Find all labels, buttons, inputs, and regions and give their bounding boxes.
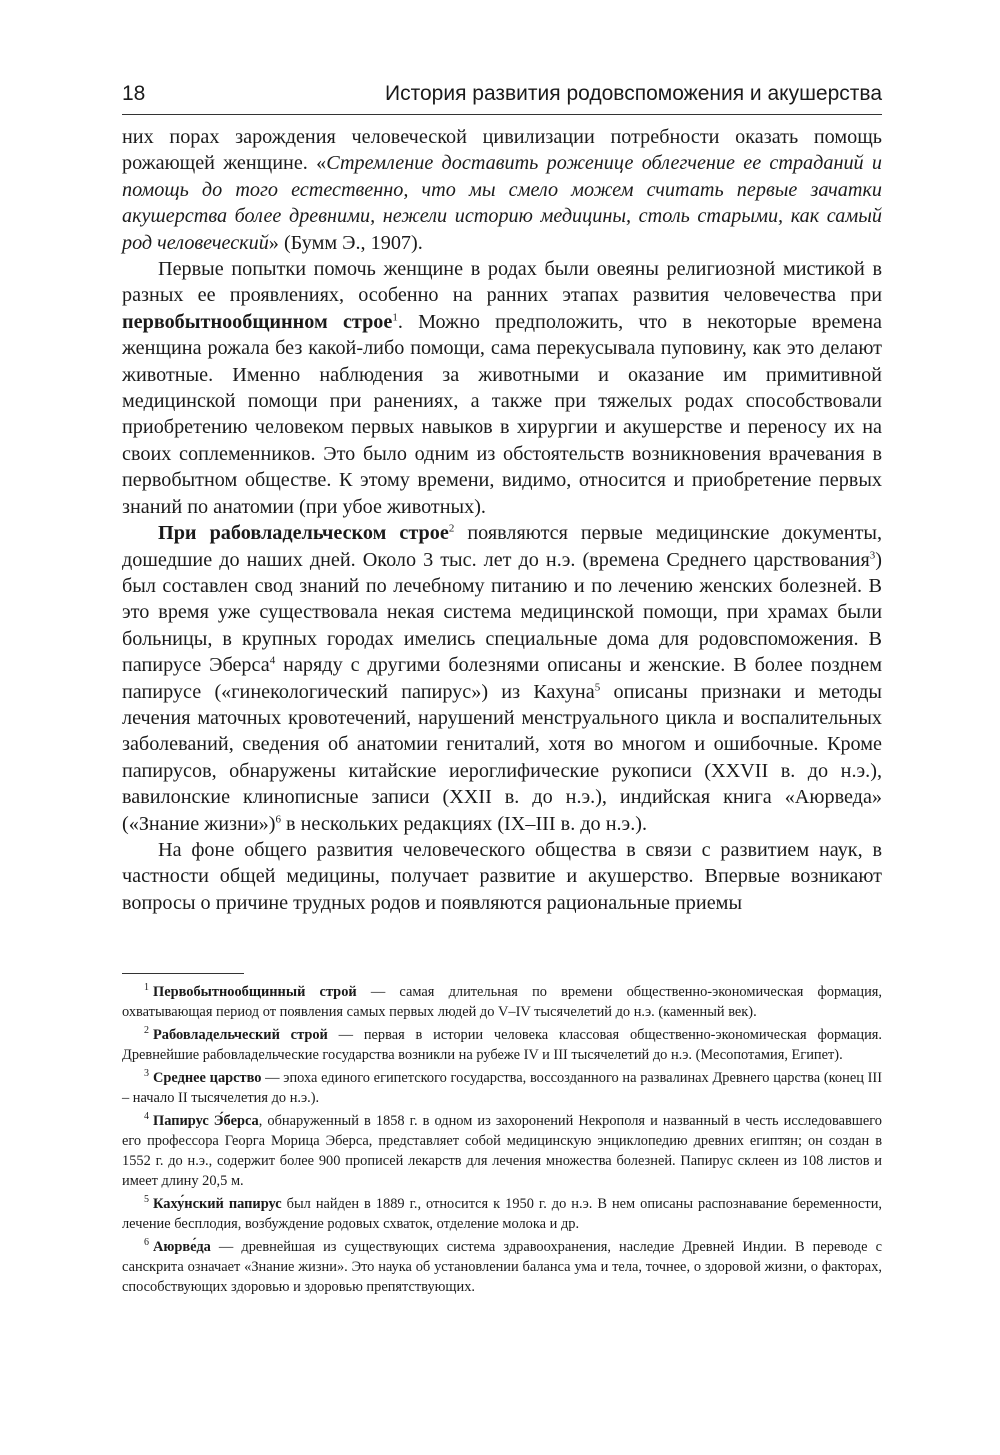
paragraph-3-b: ) был составлен свод знаний по лечебному питанию и по лечению женских болезней. В это время уже существовала некая система медицинской помощи, при храмах были больницы, в крупных городах имелись специальные дома для родовспоможения. В папирусе Эберса (122, 548, 882, 677)
paragraph-3-e: в нескольких редакциях (IX–III в. до н.э.). (280, 812, 648, 835)
footnote-term: Аюрве́да (153, 1239, 211, 1255)
footnote-ref-5[interactable]: 5 (594, 680, 601, 693)
footnote-text: — самая длительная по времени общественно-экономическая формация, охватывающая период от появления самых первых людей до V–IV тысячелетий до н.э. (каменный век). (122, 984, 882, 1020)
footnote-ref-6[interactable]: 6 (275, 812, 281, 825)
bumm-quote: Стремление доставить роженице облегчение ее страданий и помощь до того естественно, что мы смело можем считать первые зачатки акушерства более древними, нежели историю медицины, столь старыми, как самый род человеческий (122, 152, 882, 254)
footnote-mark: 1 (144, 982, 149, 994)
footnote-2 (122, 1025, 882, 1065)
footnote-text: — эпоха единого египетского государства, воссозданного на развалинах Древнего царства (конец III – начало II тысячелетия до н.э.). (122, 1070, 882, 1106)
footnote-term: Первобытнообщинный строй (153, 984, 357, 1000)
running-title: История развития родовспоможения и акушерства (385, 82, 882, 105)
page-header (122, 80, 882, 115)
footnotes (122, 982, 882, 1300)
paragraph-1-text: них порах зарождения человеческой цивилизации потребности оказать помощь рожающей женщине. « (122, 126, 882, 175)
footnote-6 (122, 1237, 882, 1297)
paragraph-1-end: » (Бумм Э., 1907). (268, 231, 423, 254)
footnote-4 (122, 1111, 882, 1191)
footnote-term: Среднее царство (153, 1070, 262, 1086)
footnote-text: — древнейшая из существующих система здравоохранения, наследие Древней Индии. В переводе с санскрита означает «Знание жизни». Это наука об установлении баланса ума и тела, точнее, о здоровой жизни, о факторах, способствующих здоровью и здоровью препятствующих. (122, 1239, 882, 1295)
footnote-term: Папирус Э́берса (153, 1113, 259, 1129)
footnote-text: — первая в истории человека классовая общественно-экономическая формация. Древнейшие рабовладельческие государства возникли на рубеже IV и III тысячелетий до н.э. (Месопотамия, Египет). (122, 1027, 882, 1063)
footnote-ref-4[interactable]: 4 (269, 654, 276, 667)
footnote-text: , обнаруженный в 1858 г. в одном из захоронений Некрополя и названный в честь исследовавшего его профессора Георга Морица Эберса, представляет собой медицинскую энциклопедию древних египтян; он создан в 1552 г. до н.э., содержит более 900 прописей лекарств для лечения множества болезней. Папирус склеен из 108 листов и имеет длину 20,5 м. (122, 1113, 882, 1189)
paragraph-4: На фоне общего развития человеческого общества в связи с развитием наук, в частности общей медицины, получает развитие и акушерство. Впервые возникают вопросы о причине трудных родов и появляются рациональные приемы (122, 838, 882, 914)
term-slave-system: При рабовладельческом строе (158, 522, 449, 545)
footnote-1 (122, 982, 882, 1022)
footnote-3 (122, 1068, 882, 1108)
footnote-ref-3[interactable]: 3 (869, 548, 876, 561)
footnote-mark: 6 (144, 1237, 149, 1249)
paragraph-3 (122, 520, 882, 837)
footnote-divider (122, 973, 244, 974)
footnote-mark: 3 (144, 1068, 149, 1080)
term-primitive-system: первобытнообщинном строе (122, 310, 393, 333)
main-text (122, 124, 882, 916)
footnote-mark: 4 (144, 1111, 149, 1123)
paragraph-2-start: Первые попытки помочь женщине в родах были овеяны религиозной мистикой в разных ее проявлениях, особенно на ранних этапах развития человечества при (122, 258, 882, 307)
footnote-mark: 5 (144, 1194, 149, 1206)
footnote-ref-2[interactable]: 2 (448, 522, 455, 535)
paragraph-3-a: появляются первые медицинские документы, дошедшие до наших дней. Около 3 тыс. лет до н.э. (времена Среднего царствования (122, 522, 883, 571)
paragraph-3-c: наряду с другими болезнями описаны и женские. В более позднем папирусе («гинекологический папирус») из Кахуна (122, 654, 882, 703)
footnote-5 (122, 1194, 882, 1234)
footnote-mark: 2 (144, 1025, 149, 1037)
paragraph-2 (122, 256, 882, 520)
footnote-term: Каху́нский папирус (153, 1196, 282, 1212)
page-number: 18 (122, 82, 146, 105)
paragraph-2-rest: . Можно предположить, что в некоторые времена женщина рожала без какой-либо помощи, сама перекусывала пуповину, как это делают животные. Именно наблюдения за животными и оказание им примитивной медицинской помощи при ранениях, а также при тяжелых родах способствовали приобретению человеком первых навыков в хирургии и акушерстве и переносу их на своих соплеменников. Это было одним из обстоятельств возникновения врачевания в первобытном обществе. К этому времени, видимо, относится и приобретение первых знаний по анатомии (при убое животных). (122, 310, 882, 518)
footnote-ref-1[interactable]: 1 (392, 311, 398, 324)
paragraph-3-d: описаны признаки и методы лечения маточных кровотечений, нарушений менструального цикла и воспалительных заболеваний, сведения об анатомии гениталий, хотя во многом и ошибочные. Кроме папирусов, обнаружены китайские иероглифические рукописи (XXVII в. до н.э.), вавилонские клинописные записи (XXII в. до н.э.), индийская книга «Аюрведа» («Знание жизни») (122, 680, 882, 835)
paragraph-1 (122, 124, 882, 256)
footnote-text: был найден в 1889 г., относится к 1950 г. до н.э. В нем описаны распознавание беременности, лечение бесплодия, возбуждение родовых схваток, отделение молока и др. (122, 1196, 882, 1232)
footnote-term: Рабовладельческий строй (153, 1027, 328, 1043)
